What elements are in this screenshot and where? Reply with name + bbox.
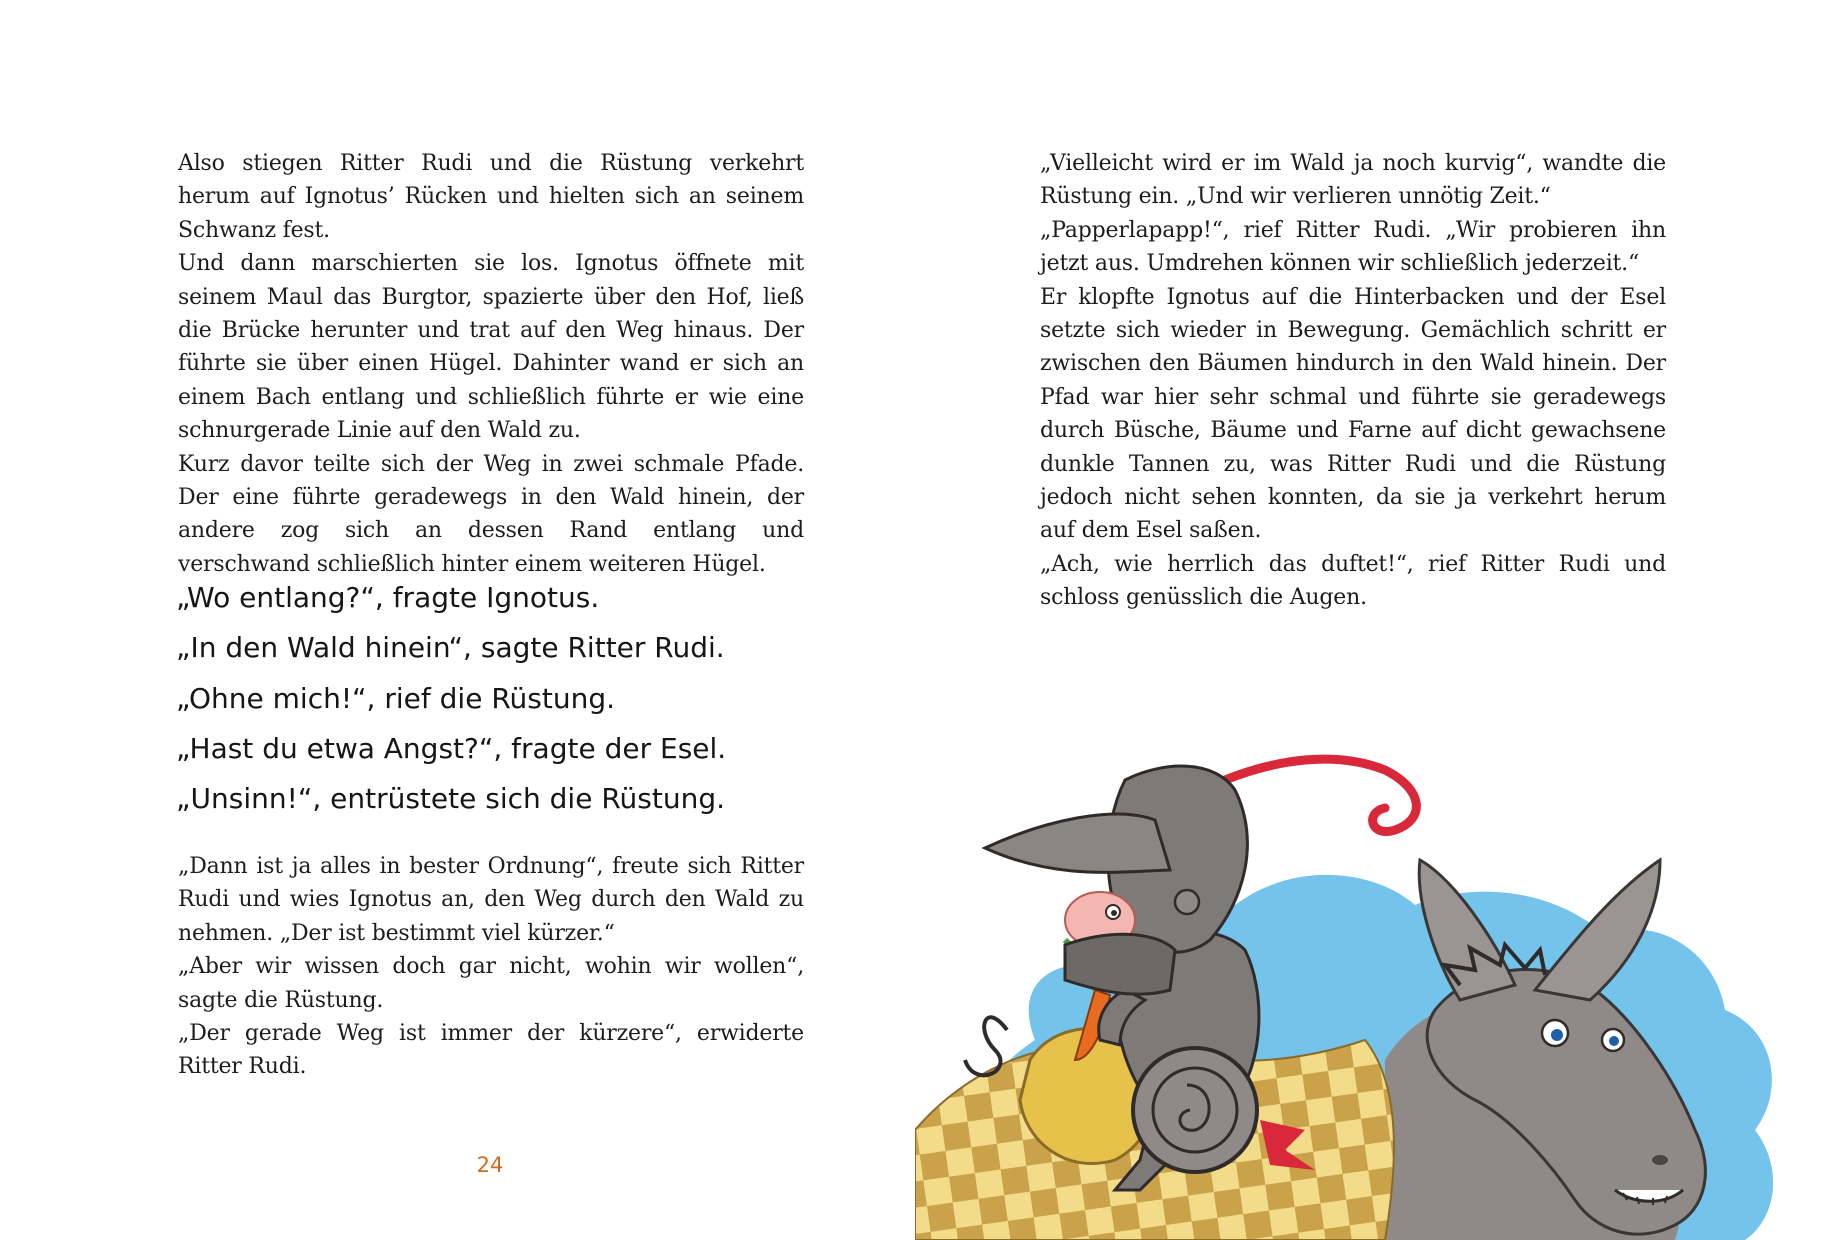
dialogue-block (176, 573, 816, 824)
paragraph: „Der gerade Weg ist immer der kürzere“, erwiderte Ritter Rudi. (178, 1021, 804, 1080)
knight-donkey-illustration (915, 0, 1831, 1240)
donkey-tail (965, 1017, 1007, 1075)
donkey-nostril (1652, 1155, 1668, 1165)
paragraph: Und dann marschierten sie los. Ignotus öffnete mit seinem Maul das Burgtor, spazierte über den Hof, ließ die Brücke herunter und trat auf den Weg hinaus. Der führte sie über einen Hügel. Dahinter wand er sich an einem Bach entlang und schließlich führte er wie eine schnurgerade Linie auf den Wald zu. (178, 251, 804, 444)
paragraph: Kurz davor teilte sich der Weg in zwei schmale Pfade. Der eine führte geradewegs in den Wald hinein, der andere zog sich an dessen Rand entlang und verschwand schließlich hinter einem weiteren Hügel. (178, 451, 804, 577)
narrative-block-1 (178, 147, 804, 581)
left-page (0, 0, 915, 1240)
paragraph: Er klopfte Ignotus auf die Hinterbacken und der Esel setzte sich wieder in Bewegung. Gemächlich schritt er zwischen den Bäumen hindurch in den Wald hinein. Der Pfad war hier sehr schmal und führte sie geradewegs durch Büsche, Bäume und Farne auf dicht gewachsene dunkle Tannen zu, was Ritter Rudi und die Rüstung jedoch nicht sehen konnten, da sie ja verkehrt herum auf dem Esel saßen. (1040, 284, 1666, 544)
dialogue-line: „Wo entlang?“, fragte Ignotus. (176, 581, 600, 614)
dialogue-line: „Unsinn!“, entrüstete sich die Rüstung. (176, 782, 726, 816)
paragraph: „Ach, wie herrlich das duftet!“, rief Ritter Rudi und schloss genüsslich die Augen. (1040, 551, 1666, 611)
helmet-visor (985, 814, 1170, 872)
page-number: 24 (476, 1153, 504, 1177)
dialogue-line: „Ohne mich!“, rief die Rüstung. (176, 681, 615, 715)
dialogue-line: „Hast du etwa Angst?“, fragte der Esel. (176, 731, 727, 765)
dialogue-line: „In den Wald hinein“, sagte Ritter Rudi. (176, 631, 725, 665)
paragraph: Also stiegen Ritter Rudi und die Rüstung verkehrt herum auf Ignotus’ Rücken und hielten sich an seinem Schwanz fest. (178, 151, 804, 243)
right-page (915, 0, 1831, 1240)
helmet-plume (1225, 759, 1416, 831)
paragraph: „Dann ist ja alles in bester Ordnung“, freute sich Ritter Rudi und wies Ignotus an, den Weg durch den Wald zu nehmen. „Der ist bestimmt viel kürzer.“ (178, 854, 804, 946)
helmet-gorget (1065, 934, 1175, 994)
paragraph: „Papperlapapp!“, rief Ritter Rudi. „Wir probieren ihn jetzt aus. Umdrehen können wir schließlich jederzeit.“ (1040, 217, 1666, 277)
narrative-block-2 (178, 850, 804, 1084)
paragraph: „Vielleicht wird er im Wald ja noch kurvig“, wandte die Rüstung ein. „Und wir verlieren unnötig Zeit.“ (1040, 151, 1666, 210)
paragraph: „Aber wir wissen doch gar nicht, wohin wir wollen“, sagte die Rüstung. (178, 954, 804, 1013)
